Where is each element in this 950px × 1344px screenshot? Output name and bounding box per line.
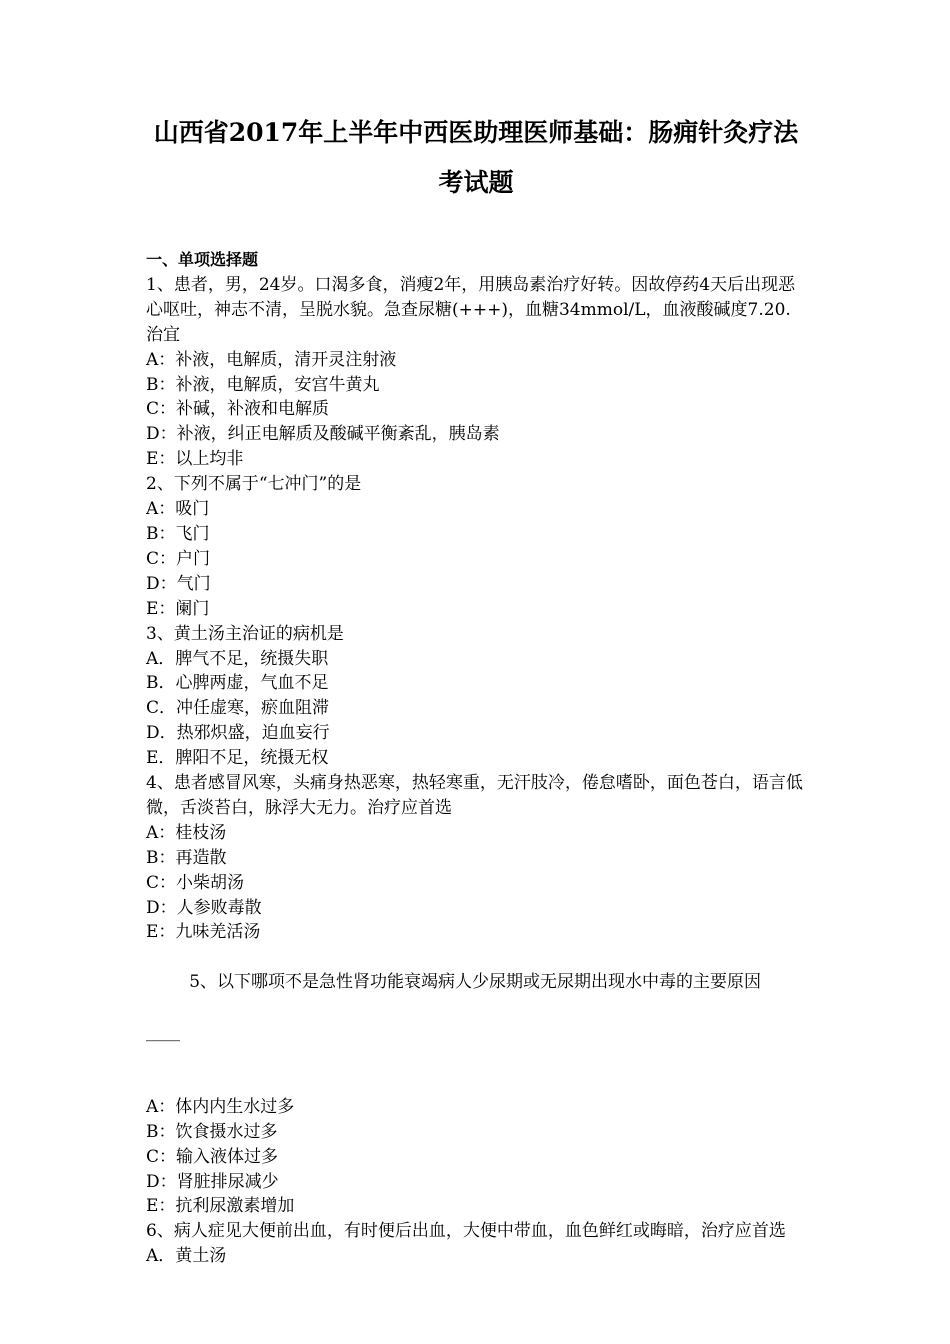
option-c: C．冲任虚寒，瘀血阻滞: [146, 698, 330, 719]
option-b: B．心脾两虚，气血不足: [146, 673, 329, 694]
option-e: E：以上均非: [146, 449, 244, 470]
question-2: [146, 472, 806, 621]
question-1: [146, 273, 806, 472]
option-c: C：小柴胡汤: [146, 872, 245, 893]
option-e: E．脾阳不足，统摄无权: [146, 748, 329, 769]
document-title: [146, 108, 806, 208]
option-c: C：补碱，补液和电解质: [146, 399, 330, 420]
question-stem: 3、黄土汤主治证的病机是: [146, 623, 344, 644]
title-line-1: 山西省2017年上半年中西医助理医师基础：肠痈针灸疗法: [153, 118, 799, 147]
option-e: E：抗利尿激素增加: [146, 1196, 295, 1217]
question-stem: 1、患者，男，24岁。口渴多食，消瘦2年，用胰岛素治疗好转。因故停药4天后出现恶心呕吐，神志不清，呈脱水貌。急查尿糖(+++)，血糖34mmol/L，血液酸碱度7.20.治宜: [146, 274, 796, 345]
option-a: A：体内内生水过多: [146, 1096, 295, 1117]
option-a: A：桂枝汤: [146, 822, 227, 843]
question-stem: 6、病人症见大便前出血，有时便后出血，大便中带血，血色鲜红或晦暗，治疗应首选: [146, 1221, 786, 1242]
document-page: [146, 108, 806, 1269]
option-a: A：吸门: [146, 499, 210, 520]
option-b: B：飞门: [146, 523, 210, 544]
option-e: E：九味羌活汤: [146, 922, 261, 943]
option-d: D：补液，纠正电解质及酸碱平衡紊乱，胰岛素: [146, 424, 500, 445]
question-stem-text: 5、以下哪项不是急性肾功能衰竭病人少尿期或无尿期出现水中毒的主要原因: [189, 972, 762, 993]
option-a: A．脾气不足，统摄失职: [146, 648, 329, 669]
question-5: [146, 945, 806, 1219]
option-c: C：户门: [146, 548, 211, 569]
question-stem: 4、患者感冒风寒，头痛身热恶寒，热轻寒重，无汗肢冷，倦怠嗜卧，面色苍白，语言低微，舌淡苔白，脉浮大无力。治疗应首选: [146, 773, 803, 818]
option-b: B：再造散: [146, 847, 227, 868]
question-stem: [146, 945, 806, 1094]
question-4: [146, 771, 806, 945]
title-line-2: 考试题: [438, 168, 514, 197]
option-a: A．黄土汤: [146, 1246, 227, 1267]
question-6: [146, 1219, 806, 1269]
option-d: D：人参败毒散: [146, 897, 262, 918]
document-content: [146, 248, 806, 1269]
option-c: C：输入液体过多: [146, 1146, 279, 1167]
option-d: D：气门: [146, 573, 211, 594]
question-3: [146, 622, 806, 771]
question-stem: 2、下列不属于“七冲门”的是: [146, 474, 362, 495]
option-a: A：补液，电解质，清开灵注射液: [146, 349, 397, 370]
option-d: D．热邪炽盛，迫血妄行: [146, 723, 330, 744]
option-d: D：肾脏排尿减少: [146, 1171, 279, 1192]
option-e: E：阑门: [146, 598, 210, 619]
section-heading: 一、单项选择题: [146, 250, 259, 269]
option-b: B：饮食摄水过多: [146, 1121, 278, 1142]
option-b: B：补液，电解质，安宫牛黄丸: [146, 374, 380, 395]
answer-blank: ____: [146, 1022, 180, 1043]
